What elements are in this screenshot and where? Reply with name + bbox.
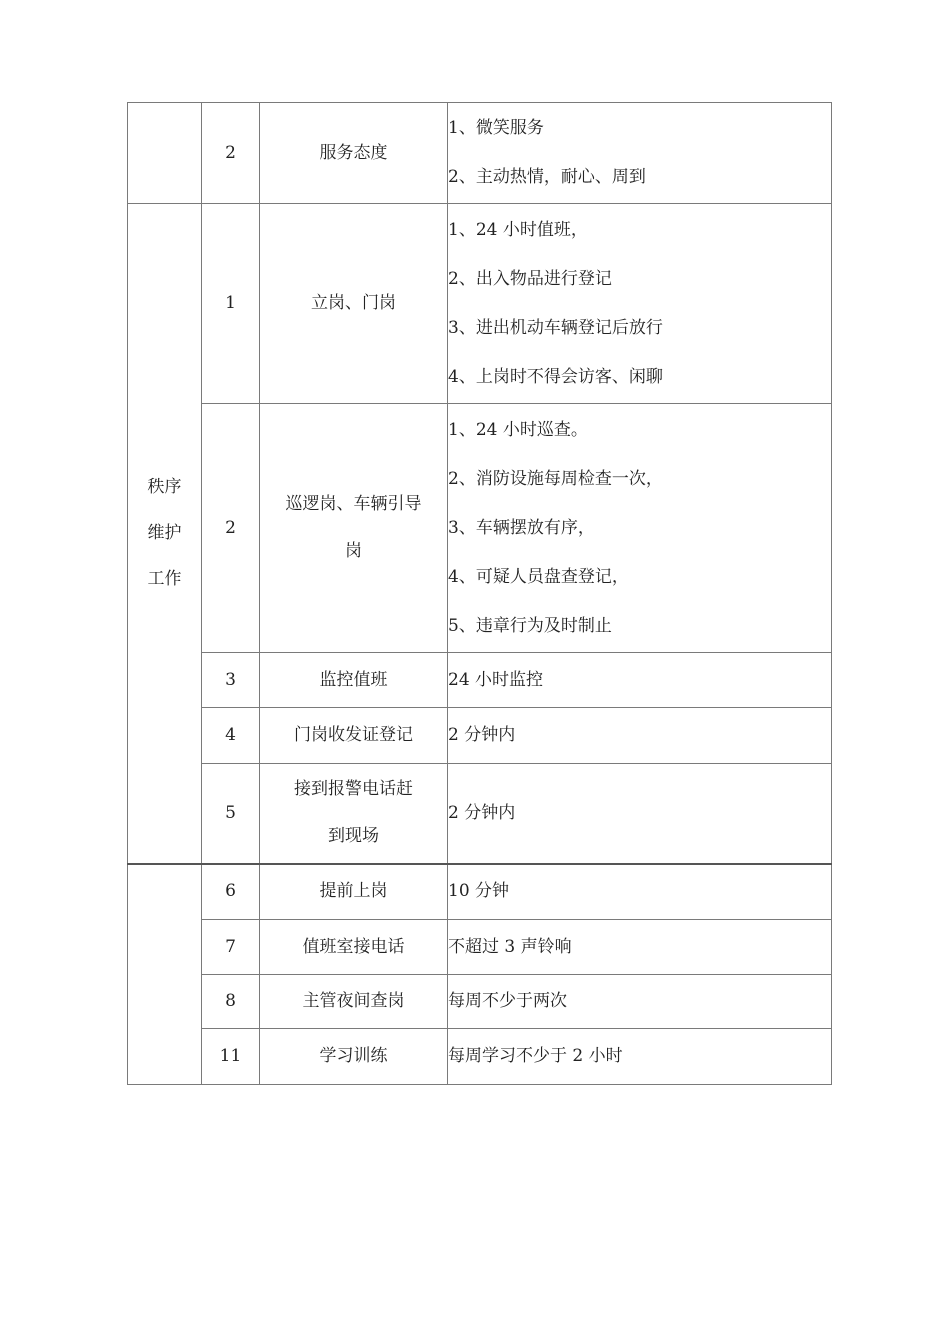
requirement-line: 5、违章行为及时制止: [448, 615, 612, 636]
item-name: [260, 920, 448, 975]
item-name: [260, 204, 448, 404]
item-number: 7: [202, 920, 260, 975]
requirement-cell: [448, 1029, 832, 1085]
item-number: 2: [202, 103, 260, 204]
item-number: 6: [202, 864, 260, 920]
requirement-line: 2 分钟内: [448, 802, 516, 823]
item-name: [260, 103, 448, 204]
category-cell: [128, 204, 202, 864]
item-name-line: 监控值班: [319, 669, 388, 690]
table-row: [128, 764, 832, 864]
item-name-line: 门岗收发证登记: [294, 725, 413, 745]
requirement-line: 10 分钟: [448, 881, 510, 902]
item-name: [260, 653, 448, 708]
item-name: [260, 404, 448, 653]
item-name-line: 提前上岗: [319, 881, 388, 902]
category-line: 秩序: [147, 477, 182, 498]
table-row: [128, 920, 832, 975]
requirement-cell: [448, 975, 832, 1029]
item-number: 5: [202, 764, 260, 864]
item-name-line: 到现场: [328, 826, 379, 847]
item-name-line: 值班室接电话: [302, 936, 405, 957]
table-row: [128, 708, 832, 764]
item-name-line: 学习训练: [319, 1046, 388, 1066]
item-number: 4: [202, 708, 260, 764]
requirement-line: 2、出入物品进行登记: [448, 268, 612, 289]
category-line: 工作: [147, 569, 182, 590]
requirement-line: 2、主动热情，耐心、周到: [448, 167, 646, 187]
item-name: [260, 975, 448, 1029]
item-name-line: 岗: [345, 541, 362, 561]
item-name-line: 主管夜间查岗: [302, 991, 405, 1011]
requirement-cell: [448, 404, 832, 653]
requirement-line: 2、消防设施每周检查一次，: [448, 468, 663, 489]
table-row: [128, 1029, 832, 1085]
item-name: [260, 864, 448, 920]
item-name: [260, 1029, 448, 1085]
table-row: [128, 653, 832, 708]
category-line: 维护: [147, 523, 182, 544]
requirement-line: 2 分钟内: [448, 725, 516, 745]
item-name-line: 巡逻岗、车辆引导: [285, 494, 422, 514]
requirement-cell: [448, 708, 832, 764]
requirement-line: 1、24 小时巡查。: [448, 419, 588, 440]
requirement-line: 不超过 3 声铃响: [448, 936, 572, 957]
service-standards-table: [127, 102, 832, 1085]
table-row: [128, 404, 832, 653]
requirement-line: 24 小时监控: [448, 669, 544, 690]
requirement-line: 1、微笑服务: [448, 118, 544, 138]
requirement-cell: [448, 764, 832, 864]
table-row: [128, 864, 832, 920]
item-number: 2: [202, 404, 260, 653]
requirement-line: 1、24 小时值班，: [448, 219, 588, 240]
table-row: [128, 975, 832, 1029]
requirement-line: 4、可疑人员盘查登记，: [448, 566, 629, 587]
item-number: 8: [202, 975, 260, 1029]
requirement-line: 每周学习不少于 2 小时: [448, 1046, 623, 1066]
item-number: 11: [202, 1029, 260, 1085]
requirement-cell: [448, 864, 832, 920]
requirement-cell: [448, 920, 832, 975]
item-name-line: 服务态度: [319, 142, 388, 163]
category-cell-empty: [128, 103, 202, 204]
requirement-line: 每周不少于两次: [448, 991, 567, 1011]
requirement-line: 4、上岗时不得会访客、闲聊: [448, 366, 663, 387]
item-name: [260, 764, 448, 864]
requirement-line: 3、车辆摆放有序，: [448, 517, 595, 538]
item-name: [260, 708, 448, 764]
requirement-cell: [448, 204, 832, 404]
requirement-cell: [448, 653, 832, 708]
requirement-cell: [448, 103, 832, 204]
item-name-line: 接到报警电话赶: [294, 779, 413, 800]
item-number: 1: [202, 204, 260, 404]
category-cell-empty: [128, 864, 202, 1085]
requirement-line: 3、进出机动车辆登记后放行: [448, 317, 663, 338]
table-row: [128, 103, 832, 204]
item-number: 3: [202, 653, 260, 708]
table-row: [128, 204, 832, 404]
item-name-line: 立岗、门岗: [311, 293, 396, 313]
